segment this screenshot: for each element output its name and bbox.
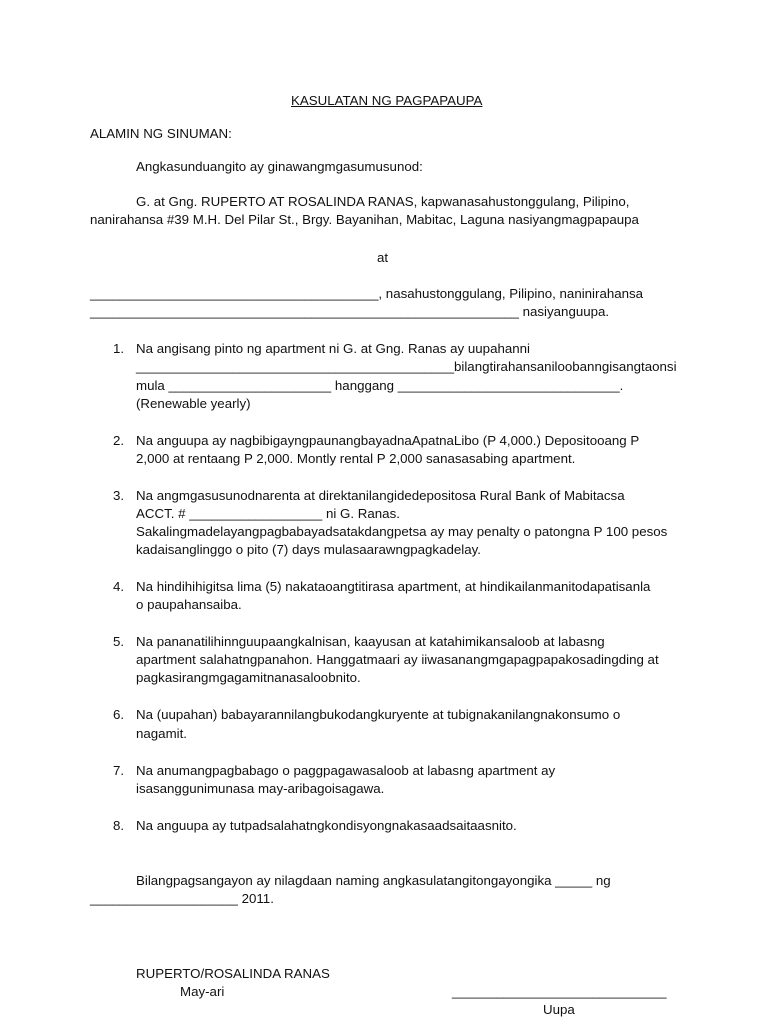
item-line: mula ______________________ hanggang ______________________________. [136, 378, 624, 393]
item-number: 7. [113, 763, 125, 778]
item-line: (Renewable yearly) [136, 396, 251, 411]
tenant-role: Uupa [543, 1002, 575, 1017]
item-line: Na hindihihigitsa lima (5) nakataoangtitirasa apartment, at hindikailanmanitodapatisanla [136, 579, 651, 594]
tenant-signature-line: _____________________________ [452, 984, 667, 999]
item-number: 3. [113, 488, 125, 503]
item-number: 2. [113, 433, 125, 448]
item-number: 6. [113, 707, 125, 722]
lessor-line-1: G. at Gng. RUPERTO AT ROSALINDA RANAS, kapwanasahustonggulang, Pilipino, [136, 194, 630, 209]
document-title: KASULATAN NG PAGPAPAUPA [291, 93, 483, 108]
owner-role: May-ari [180, 984, 225, 999]
item-line: isasanggunimunasa may-aribagoisagawa. [136, 781, 385, 796]
intro-paragraph: Angkasunduangito ay ginawangmgasumusunod: [136, 159, 423, 174]
item-line: Na anumangpagbabago o paggpagawasaloob at labasng apartment ay [136, 763, 556, 778]
owner-name: RUPERTO/ROSALINDA RANAS [136, 966, 330, 981]
item-line: pagkasirangmgagamitnanasaloobnito. [136, 670, 361, 685]
conjunction-text: at [377, 250, 389, 265]
item-line: Na anguupa ay nagbibigayngpaunangbayadnaApatnaLibo (P 4,000.) Depositooang P [136, 433, 640, 448]
item-line: ACCT. # __________________ ni G. Ranas. [136, 506, 400, 521]
closing-line-2: ____________________ 2011. [90, 891, 274, 906]
item-number: 1. [113, 341, 125, 356]
greeting: ALAMIN NG SINUMAN: [90, 126, 232, 141]
item-line: Na anguupa ay tutpadsalahatngkondisyongnakasaadsaitaasnito. [136, 818, 517, 833]
item-line: 2,000 at rentaang P 2,000. Montly rental P 2,000 sanasasabing apartment. [136, 451, 576, 466]
item-number: 4. [113, 579, 125, 594]
lessor-line-2: nanirahansa #39 M.H. Del Pilar St., Brgy. Bayanihan, Mabitac, Laguna nasiyangmagpapaupa [90, 212, 639, 227]
item-line: Na angmgasusunodnarenta at direktanilangidedepositosa Rural Bank of Mabitacsa [136, 488, 625, 503]
item-number: 5. [113, 634, 125, 649]
item-line: Na angisang pinto ng apartment ni G. at Gng. Ranas ay uupahanni [136, 341, 530, 356]
lessee-line-1: _______________________________________, nasahustonggulang, Pilipino, naninirahansa [90, 286, 644, 301]
item-line: Na (uupahan) babayarannilangbukodangkuryente at tubignakanilangnakonsumo o [136, 707, 621, 722]
item-line: kadaisanglinggo o pito (7) days mulasaarawngpagkadelay. [136, 542, 481, 557]
item-line: ___________________________________________bilangtirahansaniloobanngisangtaonsi [136, 359, 677, 374]
item-line: Sakalingmadelayangpagbabayadsatakdangpetsa ay may penalty o patongna P 100 pesos [136, 524, 668, 539]
item-line: Na pananatilihinnguupaangkalnisan, kaayusan at katahimikansaloob at labasng [136, 634, 605, 649]
item-number: 8. [113, 818, 125, 833]
lessee-line-2: __________________________________________________________ nasiyanguupa. [90, 304, 610, 319]
item-line: apartment salahatngpanahon. Hanggatmaari ay iiwasanangmgapagpapakosadingding at [136, 652, 659, 667]
item-line: o paupahansaiba. [136, 597, 242, 612]
item-line: nagamit. [136, 726, 187, 741]
closing-line-1: Bilangpagsangayon ay nilagdaan naming angkasulatangitongayongika _____ ng [136, 873, 611, 888]
